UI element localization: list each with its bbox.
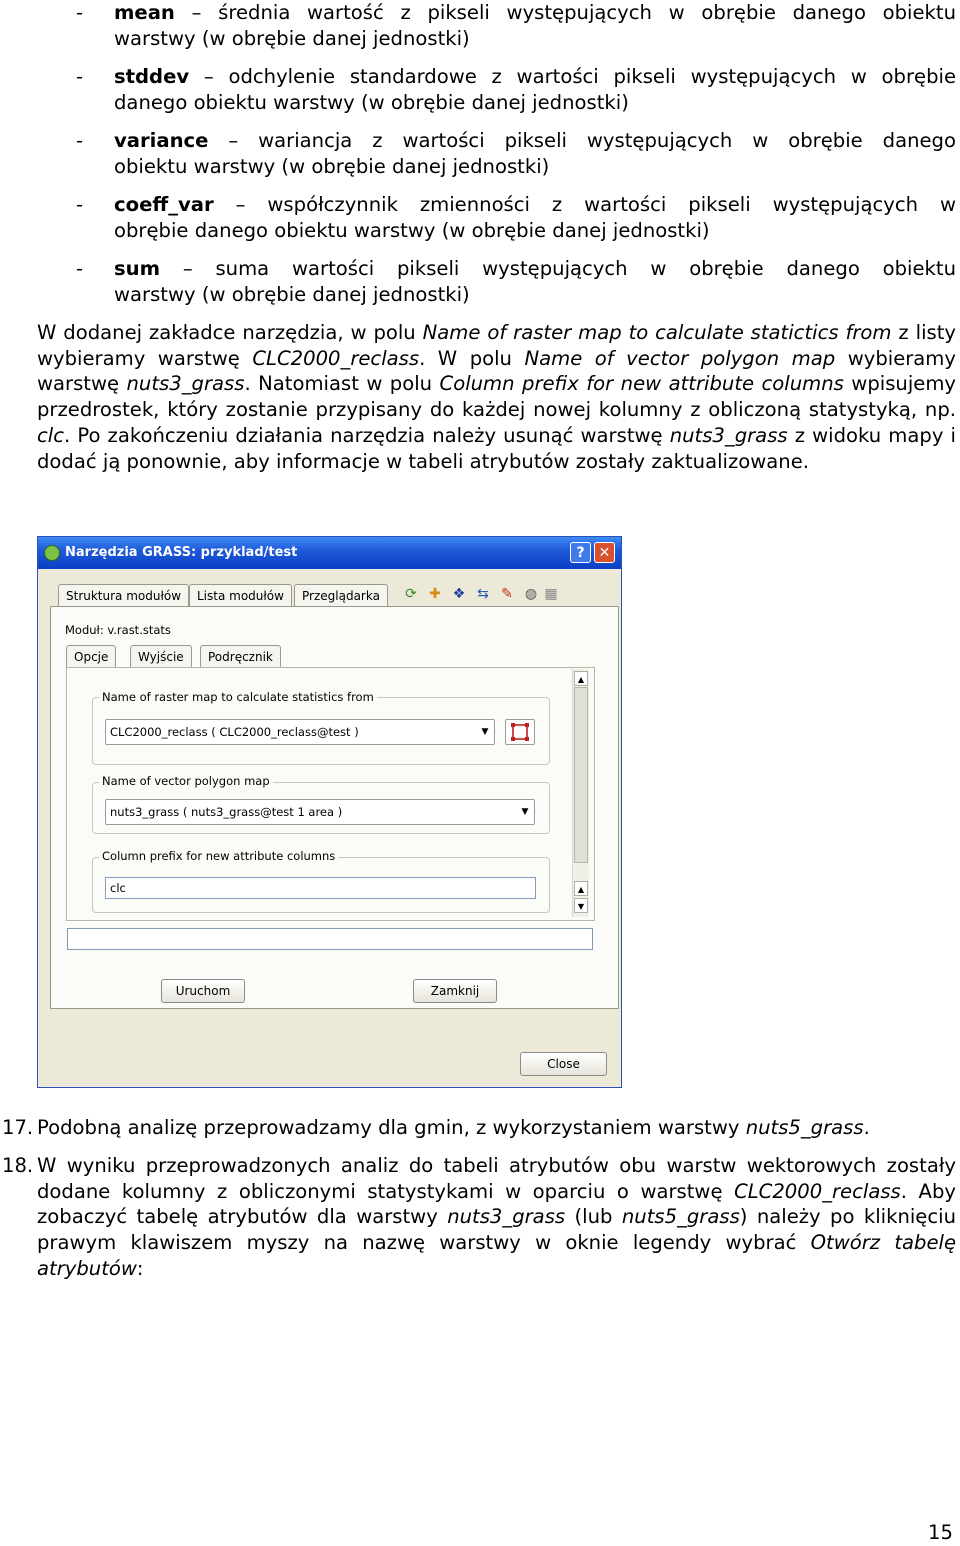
dialog-title: Narzędzia GRASS: przyklad/test: [65, 545, 298, 560]
qgis-app-icon: [44, 545, 60, 561]
tab-browser[interactable]: Przeglądarka: [294, 584, 388, 607]
raster-label: Name of raster map to calculate statistics from: [99, 690, 377, 704]
module-icon[interactable]: ❖: [452, 586, 466, 602]
bullet-continuation: danego obiektu warstwy (w obrębie danej jednostki): [114, 90, 629, 114]
vector-select-value: nuts3_grass ( nuts3_grass@test 1 area ): [110, 805, 343, 819]
raster-select[interactable]: [105, 719, 495, 745]
progress-field: [67, 928, 593, 950]
item-number: 18.: [2, 1154, 34, 1177]
bullet-continuation: obrębie danego obiektu warstwy (w obrębie danej jednostki): [114, 218, 710, 242]
tab-module-tree[interactable]: Struktura modułów: [58, 584, 189, 607]
vector-select[interactable]: [105, 799, 535, 825]
raster-select-value: CLC2000_reclass ( CLC2000_reclass@test ): [110, 725, 359, 739]
item-text: W wyniku przeprowadzonych analiz do tabeli atrybutów obu warstw wektorowych zostały dodane kolumny z obliczonymi statystykami w oparciu o warstwę CLC2000_reclass. Aby zobaczyć tabelę atrybutów dla warstwy nuts3_grass (lub nuts5_grass) należy po kliknięciu prawym klawiszem myszy na nazwę warstwy w oknie legendy wybrać Otwórz tabelę atrybutów:: [37, 1154, 956, 1280]
scroll-up-icon[interactable]: ▲: [574, 671, 588, 686]
add-icon[interactable]: ✚: [429, 586, 441, 602]
prefix-input[interactable]: clc: [105, 877, 536, 899]
mapset-icon[interactable]: ⇆: [477, 586, 489, 602]
region-icon[interactable]: ◍: [524, 586, 538, 602]
options-scrollbar[interactable]: [572, 669, 589, 917]
help-button[interactable]: ?: [570, 542, 591, 563]
bullet-dash: -: [76, 1, 84, 24]
bullet-line: mean – średnia wartość z pikseli występujących w obrębie danego obiektu: [114, 1, 957, 24]
bullet-dash: -: [76, 257, 84, 280]
bullet-line: variance – wariancja z wartości pikseli występujących w obrębie danego: [114, 129, 956, 152]
chevron-down-icon: ▼: [521, 807, 529, 817]
module-name: Moduł: v.rast.stats: [65, 623, 171, 637]
bullet-continuation: obiektu warstwy (w obrębie danej jednostki): [114, 154, 550, 178]
bullet-dash: -: [76, 193, 84, 216]
edit-icon[interactable]: ✎: [501, 586, 513, 602]
bullet-continuation: warstwy (w obrębie danej jednostki): [114, 282, 470, 306]
cancel-button[interactable]: Zamknij: [413, 979, 497, 1003]
dialog-titlebar: [38, 537, 621, 569]
subtab-options[interactable]: Opcje: [66, 645, 116, 668]
scroll-up-icon[interactable]: ▲: [574, 881, 588, 896]
body-paragraph: W dodanej zakładce narzędzia, w polu Name of raster map to calculate statictics from z listy wybieramy warstwę CLC2000_reclass. W polu Name of vector polygon map wybieramy warstwę nuts3_grass. Natomiast w polu Column prefix for new attribute columns wpisujemy przedrostek, który zostanie przypisany do każdej nowej kolumny z obliczoną statystyką, np. clc. Po zakończeniu działania narzędzia należy usunąć warstwę nuts3_grass z widoku mapy i dodać ją ponownie, aby informacje w tabeli atrybutów zostały zaktualizowane.: [37, 321, 957, 473]
select-on-map-button[interactable]: [505, 719, 535, 745]
bullet-continuation: warstwy (w obrębie danej jednostki): [114, 26, 470, 50]
item-number: 17.: [2, 1116, 34, 1139]
scroll-thumb[interactable]: [574, 687, 588, 863]
scroll-down-icon[interactable]: ▼: [574, 898, 588, 913]
subtab-manual[interactable]: Podręcznik: [200, 645, 281, 668]
tab-module-list[interactable]: Lista modułów: [189, 584, 292, 607]
page-number: 15: [928, 1521, 953, 1544]
window-close-button[interactable]: ✕: [594, 542, 615, 563]
grass-tools-dialog: [37, 536, 622, 1088]
run-button[interactable]: Uruchom: [161, 979, 245, 1003]
bullet-line: coeff_var – współczynnik zmienności z wartości pikseli występujących w: [114, 193, 956, 216]
close-button[interactable]: Close: [520, 1052, 607, 1076]
select-area-icon: [506, 720, 534, 744]
bullet-dash: -: [76, 129, 84, 152]
subtab-output[interactable]: Wyjście: [130, 645, 192, 668]
table-icon[interactable]: ▦: [544, 586, 558, 602]
bullet-line: stddev – odchylenie standardowe z wartości pikseli występujących w obrębie: [114, 65, 957, 88]
bullet-line: sum – suma wartości pikseli występujących w obrębie danego obiektu: [114, 257, 956, 280]
chevron-down-icon: ▼: [481, 727, 489, 737]
vector-label: Name of vector polygon map: [99, 774, 273, 788]
item-text: Podobną analizę przeprowadzamy dla gmin, z wykorzystaniem warstwy nuts5_grass.: [37, 1116, 870, 1139]
grass-run-icon[interactable]: ⟳: [405, 586, 417, 602]
bullet-dash: -: [76, 65, 84, 88]
prefix-label: Column prefix for new attribute columns: [99, 849, 338, 863]
